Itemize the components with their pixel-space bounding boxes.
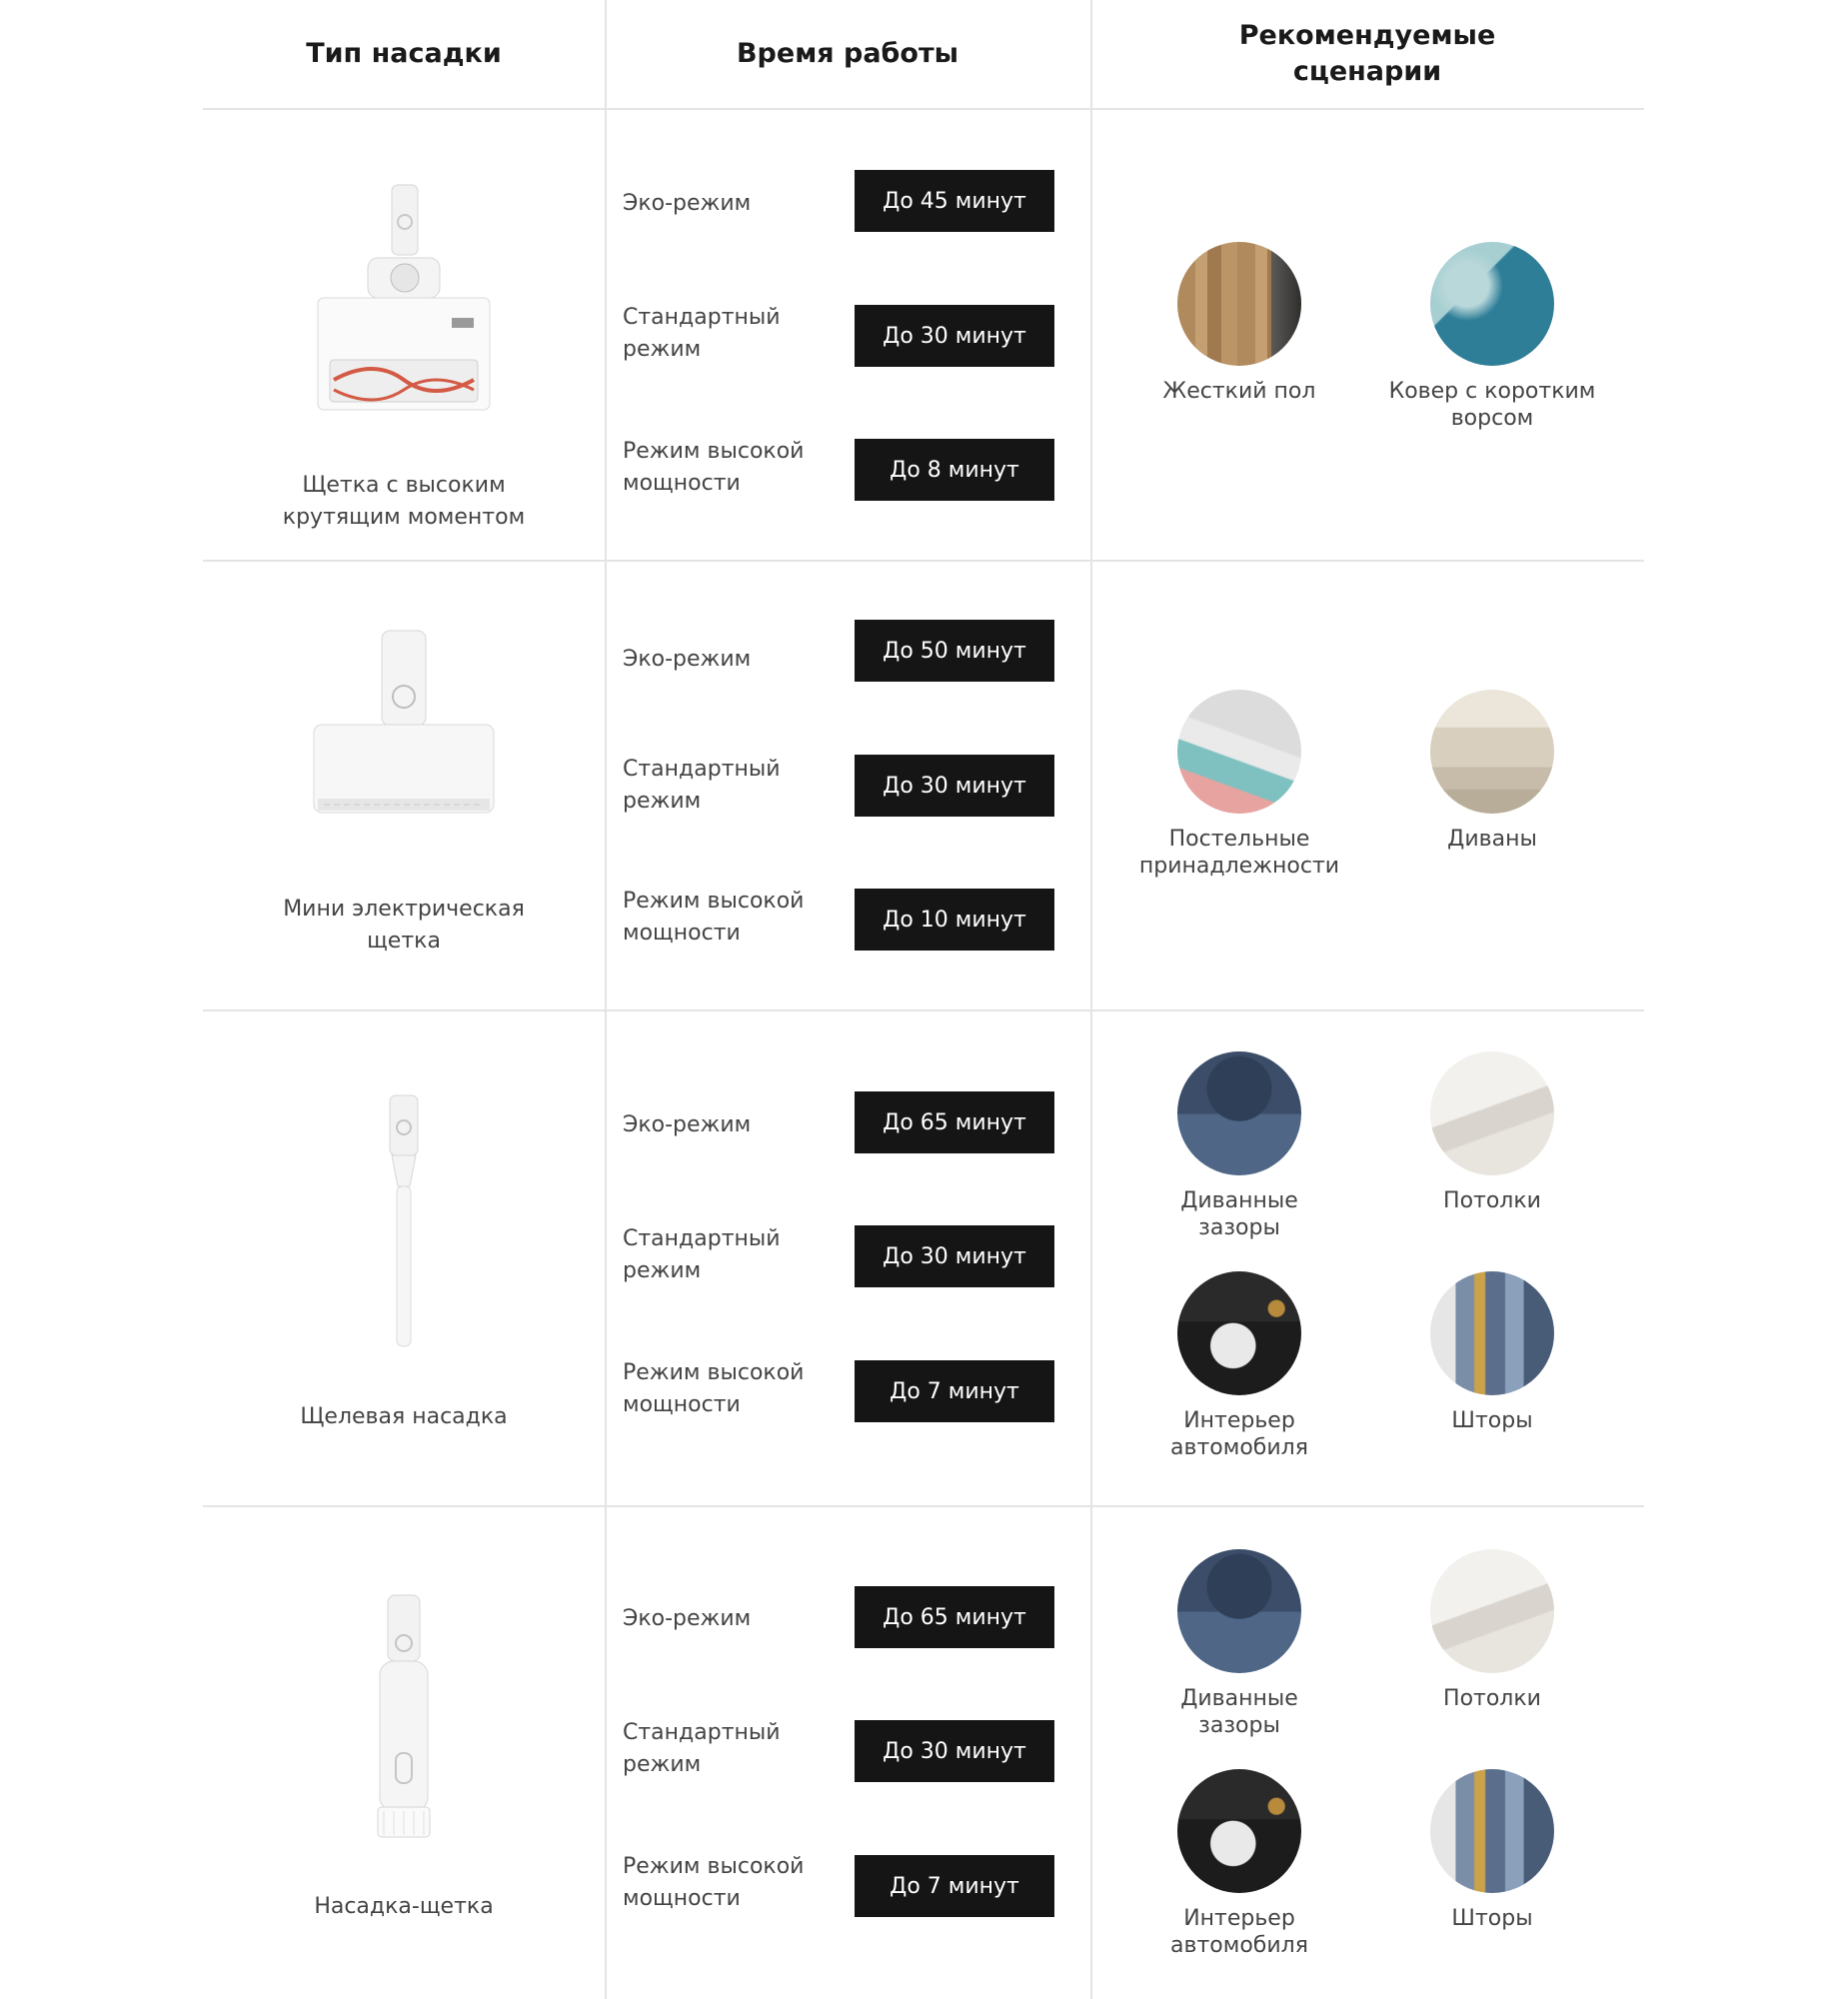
scenario-curtains (1366, 1769, 1618, 1932)
scenario-label: Диванные зазоры (1180, 1686, 1298, 1738)
mode-label: Стандартный режим (623, 1720, 781, 1777)
sofa-gap-photo (1177, 1549, 1301, 1673)
mode-label: Эко-режим (623, 191, 752, 216)
table-row (203, 1011, 1644, 1507)
curtain-photo (1430, 1769, 1554, 1893)
scenario-label: Ковер с коротким ворсом (1388, 379, 1596, 431)
nozzle-cell (203, 110, 605, 560)
ceiling-photo (1430, 1051, 1554, 1175)
scenario-label: Диваны (1447, 827, 1537, 852)
mode-label: Эко-режим (623, 1112, 752, 1137)
scenario-label: Потолки (1443, 1686, 1541, 1711)
mode-label: Режим высокой мощности (623, 889, 805, 946)
scenario-sofa-gaps (1113, 1549, 1365, 1739)
nozzle-label: Щелевая насадка (300, 1404, 508, 1429)
time-badge: До 45 минут (855, 170, 1054, 232)
time-badge: До 30 минут (855, 1720, 1054, 1782)
time-badge: До 10 минут (855, 889, 1054, 951)
nozzle-cell (203, 1011, 605, 1505)
scenario-label: Потолки (1443, 1188, 1541, 1213)
table-row (203, 562, 1644, 1011)
header-run-time: Время работы (736, 38, 959, 69)
car-interior-photo (1177, 1271, 1301, 1395)
mode-label: Эко-режим (623, 1606, 752, 1631)
scenario-label: Шторы (1451, 1906, 1533, 1931)
nozzle-label: Мини электрическая щетка (283, 897, 525, 954)
car-interior-photo (1177, 1769, 1301, 1893)
nozzle-cell (203, 562, 605, 1009)
mode-label: Режим высокой мощности (623, 1854, 805, 1911)
scenario-label: Диванные зазоры (1180, 1188, 1298, 1240)
ceiling-photo (1430, 1549, 1554, 1673)
scenario-label: Интерьер автомобиля (1170, 1906, 1308, 1958)
time-badge: До 30 минут (855, 305, 1054, 367)
sofa-gap-photo (1177, 1051, 1301, 1175)
time-badge: До 65 минут (855, 1091, 1054, 1153)
bedding-photo (1177, 690, 1301, 814)
nozzle-cell (203, 1507, 605, 1999)
scenario-bedding (1113, 690, 1365, 880)
mode-label: Стандартный режим (623, 757, 781, 814)
scenario-hard-floor (1113, 242, 1365, 405)
mode-label: Режим высокой мощности (623, 439, 805, 496)
time-badge: До 30 минут (855, 1225, 1054, 1287)
time-badge: До 50 минут (855, 620, 1054, 682)
curtain-photo (1430, 1271, 1554, 1395)
torque-brush-image (203, 180, 605, 420)
nozzle-label: Щетка с высоким крутящим моментом (282, 473, 526, 530)
scenario-ceilings (1366, 1549, 1618, 1712)
time-badge: До 8 минут (855, 439, 1054, 501)
mode-label: Стандартный режим (623, 1226, 781, 1283)
scenario-sofa (1366, 690, 1618, 853)
scenario-car-interior (1113, 1769, 1365, 1959)
mini-electric-brush-image (203, 627, 605, 827)
mode-label: Эко-режим (623, 647, 752, 672)
sofa-photo (1430, 690, 1554, 814)
scenario-label: Постельные принадлежности (1138, 827, 1340, 879)
time-badge: До 65 минут (855, 1586, 1054, 1648)
time-badge: До 7 минут (855, 1855, 1054, 1917)
scenario-car-interior (1113, 1271, 1365, 1461)
header-nozzle-type: Тип насадки (306, 38, 502, 69)
mode-label: Стандартный режим (623, 305, 781, 362)
crevice-tool-image (203, 1091, 605, 1351)
scenario-ceilings (1366, 1051, 1618, 1214)
scenario-label: Жесткий пол (1162, 379, 1316, 404)
nozzle-label: Насадка-щетка (314, 1894, 494, 1919)
scenario-short-carpet (1366, 242, 1618, 432)
scenario-label: Шторы (1451, 1408, 1533, 1433)
brush-nozzle-image (203, 1593, 605, 1843)
table-header (203, 0, 1644, 110)
time-badge: До 7 минут (855, 1360, 1054, 1422)
scenario-curtains (1366, 1271, 1618, 1434)
scenario-label: Интерьер автомобиля (1170, 1408, 1308, 1460)
mode-label: Режим высокой мощности (623, 1360, 805, 1417)
hard-floor-photo (1177, 242, 1301, 366)
comparison-table (203, 0, 1644, 1999)
time-badge: До 30 минут (855, 755, 1054, 817)
short-carpet-photo (1430, 242, 1554, 366)
scenario-sofa-gaps (1113, 1051, 1365, 1241)
header-scenarios: Рекомендуемые сценарии (1238, 20, 1496, 87)
table-row (203, 1507, 1644, 1999)
table-row (203, 110, 1644, 562)
